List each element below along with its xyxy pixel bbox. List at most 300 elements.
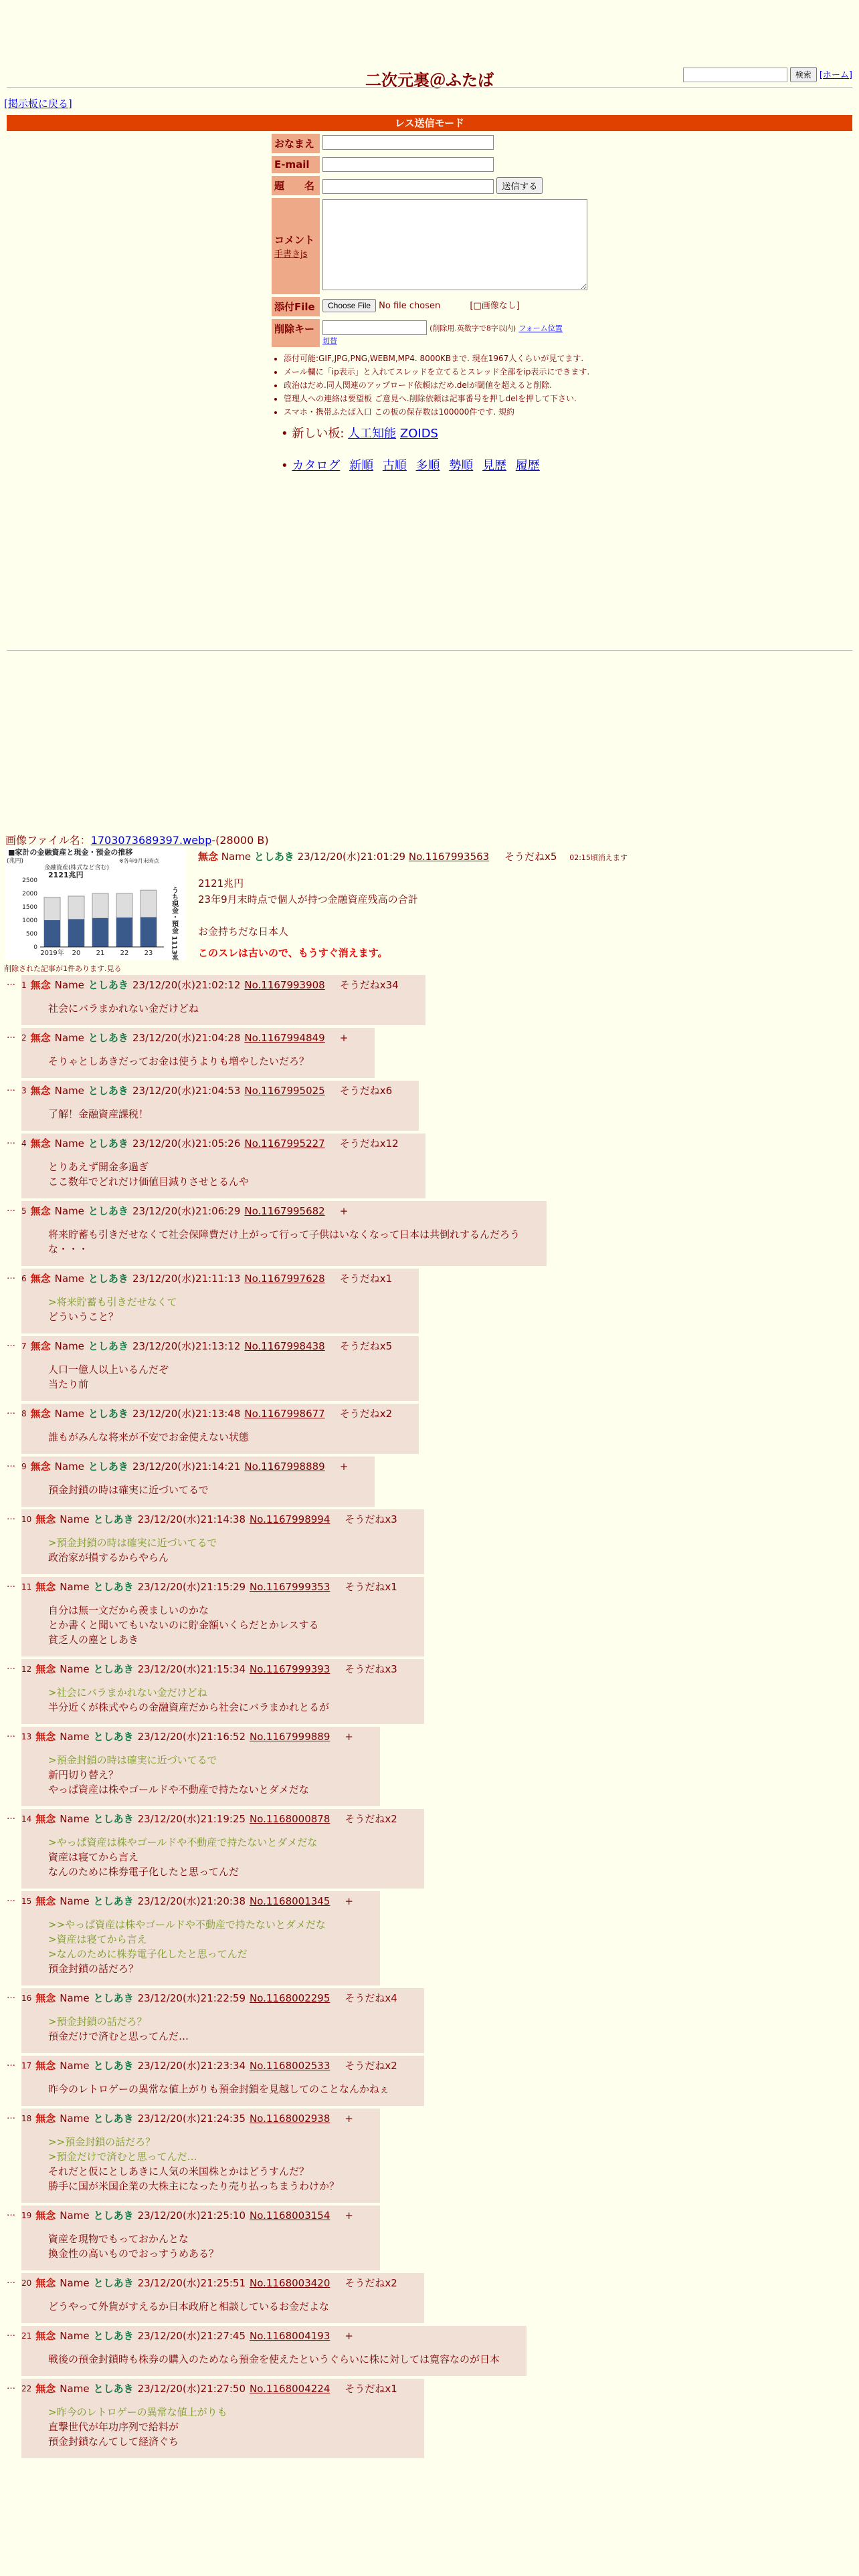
reply-index: 8 [21,1408,27,1418]
reply-date: 23/12/20(水)21:14:21 [132,1461,241,1473]
reply-body [48,1483,348,1497]
reply-name: としあき [93,2277,134,2289]
reply-date: 23/12/20(水)21:15:29 [137,1581,246,1593]
reply-line: 半分近くが株式やらの金融資産だから社会にバラまかれとるが [48,1701,330,1713]
reply-post [7,2273,852,2323]
reply-sodane[interactable]: そうだねx5 [339,1340,393,1352]
name-input[interactable] [322,135,494,150]
reply-post-number[interactable]: No.1168003420 [250,2276,330,2289]
reply-index: 4 [21,1138,27,1148]
op-post-number[interactable]: No.1167993563 [408,851,490,863]
reply-box [21,2379,424,2458]
reply-name: としあき [88,1138,128,1150]
subject-label: 題 名 [272,176,320,195]
reply-name-label: Name [60,1895,90,1907]
reply-post [7,2326,852,2376]
reply-index: 12 [21,1664,32,1674]
reply-marker: … [7,2381,15,2391]
reply-subject: 無念 [30,1205,51,1217]
op-header [198,849,666,863]
reply-sodane[interactable]: + [345,2112,353,2125]
reply-subject: 無念 [35,1581,56,1593]
reply-marker: … [7,1406,15,1416]
reply-name-label: Name [54,1272,84,1285]
reply-post [7,1404,852,1454]
reply-date: 23/12/20(水)21:20:38 [137,1895,246,1907]
reply-line: 了解！金融資産課税！ [48,1108,149,1120]
reply-header [21,2058,397,2072]
quote-line: >預金封鎖の時は確実に近づいてるで [48,1537,217,1549]
y-tick-label: 500 [25,931,37,938]
reply-sodane[interactable]: + [345,1730,353,1743]
reply-marker: … [7,2111,15,2121]
op-post [198,849,666,961]
delkey-note: (削除用.英数字で8字以内) [430,324,516,333]
reply-index: 15 [21,1896,32,1906]
divider [7,87,852,88]
reply-header [21,1031,348,1045]
reply-body [48,2405,397,2449]
reply-post-number[interactable]: No.1167993908 [244,978,325,991]
file-label: 画像ファイル名： [5,834,91,847]
reply-header [21,2276,397,2290]
reply-post-number[interactable]: No.1167998994 [250,1513,330,1525]
reply-name: としあき [88,1085,128,1097]
reply-post [7,1891,852,1985]
rule-item: • スマホ・携帯ふたば入口 この板の保存数は100000件です. 規約 [284,406,606,417]
reply-sodane[interactable]: そうだねx6 [339,1085,393,1097]
reply-post-number[interactable]: No.1167995682 [244,1204,325,1217]
quote-line: >預金封鎖の時は確実に近づいてるで [48,1754,217,1766]
deleted-note[interactable]: 削除された記事が1件あります.見る [4,964,122,973]
op-sodane[interactable]: そうだねx5 [504,851,557,863]
reply-line: 預金だけで済むと思ってんだ… [48,2030,189,2042]
reply-date: 23/12/20(水)21:06:29 [132,1205,241,1217]
catalog-link[interactable]: カタログ [292,459,341,473]
reply-name-label: Name [60,2382,90,2395]
reply-subject: 無念 [35,1513,56,1525]
y-tick-label: 2000 [22,891,37,897]
reply-body [48,2014,397,2044]
reply-date: 23/12/20(水)21:14:38 [137,1513,246,1525]
name-label: おなまえ [272,134,320,153]
reply-line: 戦後の預金封鎖時も株券の購入のためなら預金を使えたというぐらいに株に対しては寛容なのが日本 [48,2353,500,2365]
reply-name-label: Name [54,978,84,991]
op-line: 23年9月末時点で個人が持つ金融資産残高の合計 [198,893,418,905]
site-title: 二次元裏＠ふたば [365,71,494,90]
bar-cash [68,919,84,947]
reply-date: 23/12/20(水)21:13:12 [132,1340,241,1352]
home-link[interactable]: [ホーム] [819,70,852,80]
reply-line: 預金封鎖の時は確実に近づいてるで [48,1484,209,1496]
view-history-link[interactable]: 見歴 [482,459,507,473]
reply-body [48,2135,353,2193]
chart-legend: 金融資産(株式など含む) [44,865,110,871]
x-tick-label: 2019年 [40,950,64,957]
reply-post-number[interactable]: No.1167995025 [244,1084,325,1097]
reply-post-number[interactable]: No.1167994849 [244,1031,325,1044]
reply-line: なんのために株券電子化したと思ってんだ [48,1866,240,1878]
email-input[interactable] [322,157,494,172]
chart-note: ※各年9月末時点 [119,858,159,864]
reply-subject: 無念 [30,1032,51,1044]
op-line: お金持ちだな日本人 [198,926,289,938]
reply-post-number[interactable]: No.1168002295 [250,1992,330,2004]
reply-body [48,1917,353,1976]
reply-name-label: Name [60,1580,90,1593]
reply-sodane[interactable]: そうだねx2 [345,2060,397,2072]
reply-subject: 無念 [30,1138,51,1150]
reply-sodane[interactable]: そうだねx3 [345,1663,397,1675]
reply-sodane[interactable]: + [339,1460,349,1473]
reply-subject: 無念 [35,2060,56,2072]
reply-index: 16 [21,1993,32,2003]
file-label: 添付File [272,297,320,316]
reply-subject: 無念 [30,1273,51,1285]
reply-name: としあき [93,1663,134,1675]
quote-line: >なんのために株券電子化したと思ってんだ [48,1948,248,1960]
reply-subject: 無念 [35,1992,56,2004]
comment-textarea[interactable] [322,199,587,290]
reply-line: 将来貯蓄も引きだせなくて社会保障費だけ上がって行って子供はいなくなって日本は共倒れするんだろう [48,1228,520,1241]
reply-subject: 無念 [35,2210,56,2222]
reply-post-number[interactable]: No.1168001345 [250,1895,330,1907]
reply-subject: 無念 [30,1340,51,1352]
reply-sodane[interactable]: そうだねx2 [339,1408,393,1420]
reply-post-number[interactable]: No.1167995227 [244,1137,325,1150]
switch-link[interactable]: 切替 [322,336,337,345]
reply-sodane[interactable]: そうだねx4 [345,1992,397,2004]
reply-name: としあき [88,1408,128,1420]
reply-body [48,1107,392,1121]
reply-post-number[interactable]: No.1168004193 [250,2329,330,2342]
reply-line: 誰もがみんな将来が不安でお金使えない状態 [48,1431,250,1443]
reply-line: 当たり前 [48,1378,89,1390]
reply-header [21,1083,392,1097]
reply-box [21,2109,380,2203]
reply-line: 人口一億人以上いるんだぞ [48,1364,169,1376]
reply-body [48,1835,397,1879]
sort-new-link[interactable]: 新順 [349,459,374,473]
reply-subject: 無念 [35,1731,56,1743]
reply-sodane[interactable]: そうだねx1 [345,2383,397,2395]
reply-marker: … [7,1991,15,2001]
reply-name-label: Name [54,1084,84,1097]
reply-marker: … [7,1031,15,1041]
op-file-link[interactable]: 1703073689397.webp [90,834,212,847]
y-tick-label: 1500 [22,904,37,911]
no-image-checkbox[interactable]: [□画像なし] [470,301,520,311]
reply-line: 預金封鎖なんてして経済ぐち [48,2436,179,2448]
reply-name-label: Name [60,1730,90,1743]
submit-button[interactable]: 送信する [496,177,543,194]
reply-sodane[interactable]: そうだねx2 [345,2277,397,2289]
y-tick-label: 1000 [22,918,37,924]
reply-marker: … [7,1894,15,1904]
reply-line: 勝手に国が米国企業の大株主になったり売り払っちまうわけか？ [48,2180,340,2192]
reply-header [21,2111,353,2125]
delkey-label: 削除キー [272,319,320,347]
reply-post [7,1269,852,1333]
reply-post [7,2109,852,2203]
reply-name-label: Name [54,1407,84,1420]
x-tick-label: 20 [72,950,81,957]
reply-form [272,134,606,473]
reply-name-label: Name [60,1662,90,1675]
reply-date: 23/12/20(水)21:05:26 [132,1138,241,1150]
reply-box [21,2326,527,2376]
reply-box [21,1509,424,1574]
sort-many-link[interactable]: 多順 [415,459,440,473]
reply-sodane[interactable]: そうだねx1 [339,1273,393,1285]
reply-box [21,1404,419,1454]
reply-index: 14 [21,1814,32,1824]
reply-name-label: Name [54,1204,84,1217]
quote-line: >資産は寝てから言え [48,1933,147,1945]
reply-post-number[interactable]: No.1167997628 [244,1272,325,1285]
reply-name-label: Name [54,1137,84,1150]
reply-post [7,1028,852,1078]
file-size: -(28000 B) [211,834,269,847]
reply-post [7,1457,852,1507]
no-file-text: No file chosen [379,301,441,311]
reply-body [48,1603,397,1647]
reply-name: としあき [93,1581,134,1593]
reply-date: 23/12/20(水)21:25:10 [137,2210,246,2222]
reply-header [21,978,399,992]
reply-header [21,1812,397,1826]
reply-marker: … [7,2208,15,2218]
reply-index: 2 [21,1033,27,1043]
bar-cash [116,918,132,947]
sort-old-link[interactable]: 古順 [382,459,407,473]
reply-date: 23/12/20(水)21:22:59 [137,1992,246,2004]
reply-subject: 無念 [35,2330,56,2342]
reply-index: 20 [21,2278,32,2288]
reply-marker: … [7,1729,15,1739]
reply-name: としあき [88,979,128,991]
reply-marker: … [7,1136,15,1146]
reply-date: 23/12/20(水)21:15:34 [137,1663,246,1675]
reply-header [21,1662,397,1676]
reply-marker: … [7,2276,15,2286]
reply-name-label: Name [60,1992,90,2004]
reply-name: としあき [93,2113,134,2125]
quote-line: >将来貯蓄も引きだせなくて [48,1296,177,1308]
reply-date: 23/12/20(水)21:04:28 [132,1032,241,1044]
reply-post-number[interactable]: No.1167999353 [250,1580,330,1593]
reply-body [48,1362,392,1392]
reply-date: 23/12/20(水)21:23:34 [137,2060,246,2072]
reply-box [21,1457,375,1507]
reply-name-label: Name [60,2276,90,2289]
reply-name-label: Name [60,1513,90,1525]
reply-line: 資産を現物でもっておかんとな [48,2233,189,2245]
quote-line: >社会にバラまかれない金だけどね [48,1687,207,1699]
new-board-link[interactable]: ZOIDS [399,427,438,441]
reply-date: 23/12/20(水)21:25:51 [137,2277,246,2289]
history-link[interactable]: 履歴 [515,459,540,473]
comment-label-cell [272,198,320,294]
chart-unit: (兆円) [7,858,24,865]
quote-line: >やっぱ資産は株やゴールドや不動産で持たないとダメだな [48,1836,318,1848]
reply-sodane[interactable]: + [345,2329,353,2342]
reply-post-number[interactable]: No.1168002533 [250,2059,330,2072]
reply-line: 新円切り替え？ [48,1769,119,1781]
old-thread-warning: このスレは古いので、もうすぐ消えます。 [198,947,388,959]
reply-box [21,2273,424,2323]
catalog-links: • カタログ 新順 古順 多順 勢順 見歴 履歴 [281,459,540,473]
reply-post-number[interactable]: No.1168002938 [250,2112,330,2125]
reply-line: な・・・ [48,1243,89,1255]
reply-index: 5 [21,1206,27,1216]
quote-line: >預金封鎖の話だろ？ [48,2016,147,2028]
reply-post-number[interactable]: No.1168000878 [250,1812,330,1825]
reply-line: 政治家が損するからやらん [48,1551,169,1564]
reply-box [21,1891,380,1985]
reply-index: 1 [21,980,27,990]
quote-line: >昨今のレトロゲーの異常な値上がりも [48,2406,227,2418]
back-to-board-link[interactable]: [掲示板に戻る] [4,98,72,110]
reply-name: としあき [93,1992,134,2004]
delkey-input[interactable] [322,320,427,335]
reply-body [48,2082,397,2097]
reply-box [21,1659,424,1724]
search-input[interactable] [683,68,787,82]
reply-box [21,1201,547,1266]
reply-line: とりあえず開金多過ぎ [48,1161,149,1173]
reply-post-number[interactable]: No.1167999393 [250,1662,330,1675]
reply-name: としあき [93,2210,134,2222]
reply-sodane[interactable]: + [345,1895,353,1907]
op-body [198,875,666,961]
chart-highlight: 2121兆円 [48,871,84,879]
reply-sodane[interactable]: + [339,1204,349,1217]
reply-sodane[interactable]: そうだねx3 [345,1513,397,1525]
reply-sodane[interactable]: + [339,1031,349,1044]
asset-chart [5,847,186,960]
reply-body [48,2232,353,2261]
reply-box [21,1269,419,1333]
choose-file-button[interactable]: Choose File [322,299,376,312]
reply-header [21,1580,397,1594]
reply-marker: … [7,1083,15,1093]
reply-date: 23/12/20(水)21:27:50 [137,2383,246,2395]
reply-name: としあき [93,1731,134,1743]
reply-post-number[interactable]: No.1168003154 [250,2209,330,2222]
reply-post [7,1577,852,1656]
reply-sodane[interactable]: そうだねx1 [345,1581,397,1593]
reply-body [48,2299,397,2314]
y-tick-label: 0 [33,944,37,951]
reply-mode-bar: レス送信モード [7,115,852,131]
reply-marker: … [7,1204,15,1214]
reply-post [7,2379,852,2458]
reply-marker: … [7,978,15,988]
reply-post-number[interactable]: No.1167998438 [244,1339,325,1352]
bar-cash [140,917,157,947]
form-position-link[interactable]: フォーム位置 [518,324,563,333]
bar-cash [92,918,108,947]
reply-line: ここ数年でどれだけ価値目減りさせとるんや [48,1176,250,1188]
reply-box [21,1988,424,2053]
op-subject: 無念 [198,851,219,863]
reply-post [7,2206,852,2270]
reply-index: 13 [21,1731,32,1741]
reply-name: としあき [88,1273,128,1285]
rule-item: • メール欄に「ip表示」と入れてスレッドを立てるとスレッド全部をip表示にできます. [284,366,606,377]
reply-name: としあき [88,1461,128,1473]
reply-box [21,1028,375,1078]
reply-subject: 無念 [35,1813,56,1825]
reply-sodane[interactable]: そうだねx12 [339,1138,399,1150]
search-button[interactable]: 検索 [790,67,817,82]
reply-box [21,1134,425,1198]
x-tick-label: 22 [120,950,129,957]
reply-box [21,1577,424,1656]
reply-name: としあき [93,2383,134,2395]
op-name-label: Name [221,851,252,863]
reply-name-label: Name [60,2209,90,2222]
op-date: 23/12/20(水)21:01:29 [297,851,406,863]
reply-marker: … [7,1271,15,1281]
reply-date: 23/12/20(水)21:24:35 [137,2113,246,2125]
reply-body [48,1001,399,1016]
reply-post [7,2056,852,2106]
handwrite-link[interactable]: 手書きjs [274,249,308,259]
reply-box [21,1727,380,1806]
reply-box [21,2056,424,2106]
new-board-link[interactable]: 人工知能 [348,427,397,441]
reply-name: としあき [93,1895,134,1907]
reply-sodane[interactable]: そうだねx34 [339,979,399,991]
reply-post-number[interactable]: No.1167999889 [250,1730,330,1743]
chart-title: ■家計の金融資産と現金・預金の推移 [8,848,133,857]
reply-index: 19 [21,2210,32,2220]
op-line [198,907,666,924]
reply-post-number[interactable]: No.1167998889 [244,1460,325,1473]
reply-post [7,1336,852,1401]
bar-cash [44,920,60,947]
reply-marker: … [7,1662,15,1672]
reply-line: 社会にバラまかれない金だけどね [48,1002,199,1014]
sort-momentum-link[interactable]: 勢順 [449,459,474,473]
subject-input[interactable] [322,179,494,194]
rule-item: • 添付可能:GIF,JPG,PNG,WEBM,MP4. 8000KBまで. 現在1967人くらいが見てます. [284,352,606,364]
reply-body [48,1054,348,1069]
divider [7,650,852,651]
op-image-thumbnail[interactable] [5,847,186,960]
reply-index: 3 [21,1085,27,1095]
reply-marker: … [7,1339,15,1349]
x-tick-label: 23 [144,950,153,957]
reply-subject: 無念 [30,1408,51,1420]
reply-name: としあき [88,1340,128,1352]
reply-name: としあき [93,2330,134,2342]
op-name: としあき [254,851,294,863]
reply-sodane[interactable]: そうだねx2 [345,1813,397,1825]
reply-date: 23/12/20(水)21:13:48 [132,1408,241,1420]
reply-subject: 無念 [35,2113,56,2125]
reply-date: 23/12/20(水)21:04:53 [132,1085,241,1097]
reply-header [21,1512,397,1526]
reply-date: 23/12/20(水)21:27:45 [137,2330,246,2342]
reply-post-number[interactable]: No.1167998677 [244,1407,325,1420]
chart-side-label: うち現金・預金 1113兆円 [170,887,178,960]
reply-sodane[interactable]: + [345,2209,353,2222]
reply-header [21,1894,353,1908]
reply-post-number[interactable]: No.1168004224 [250,2382,330,2395]
